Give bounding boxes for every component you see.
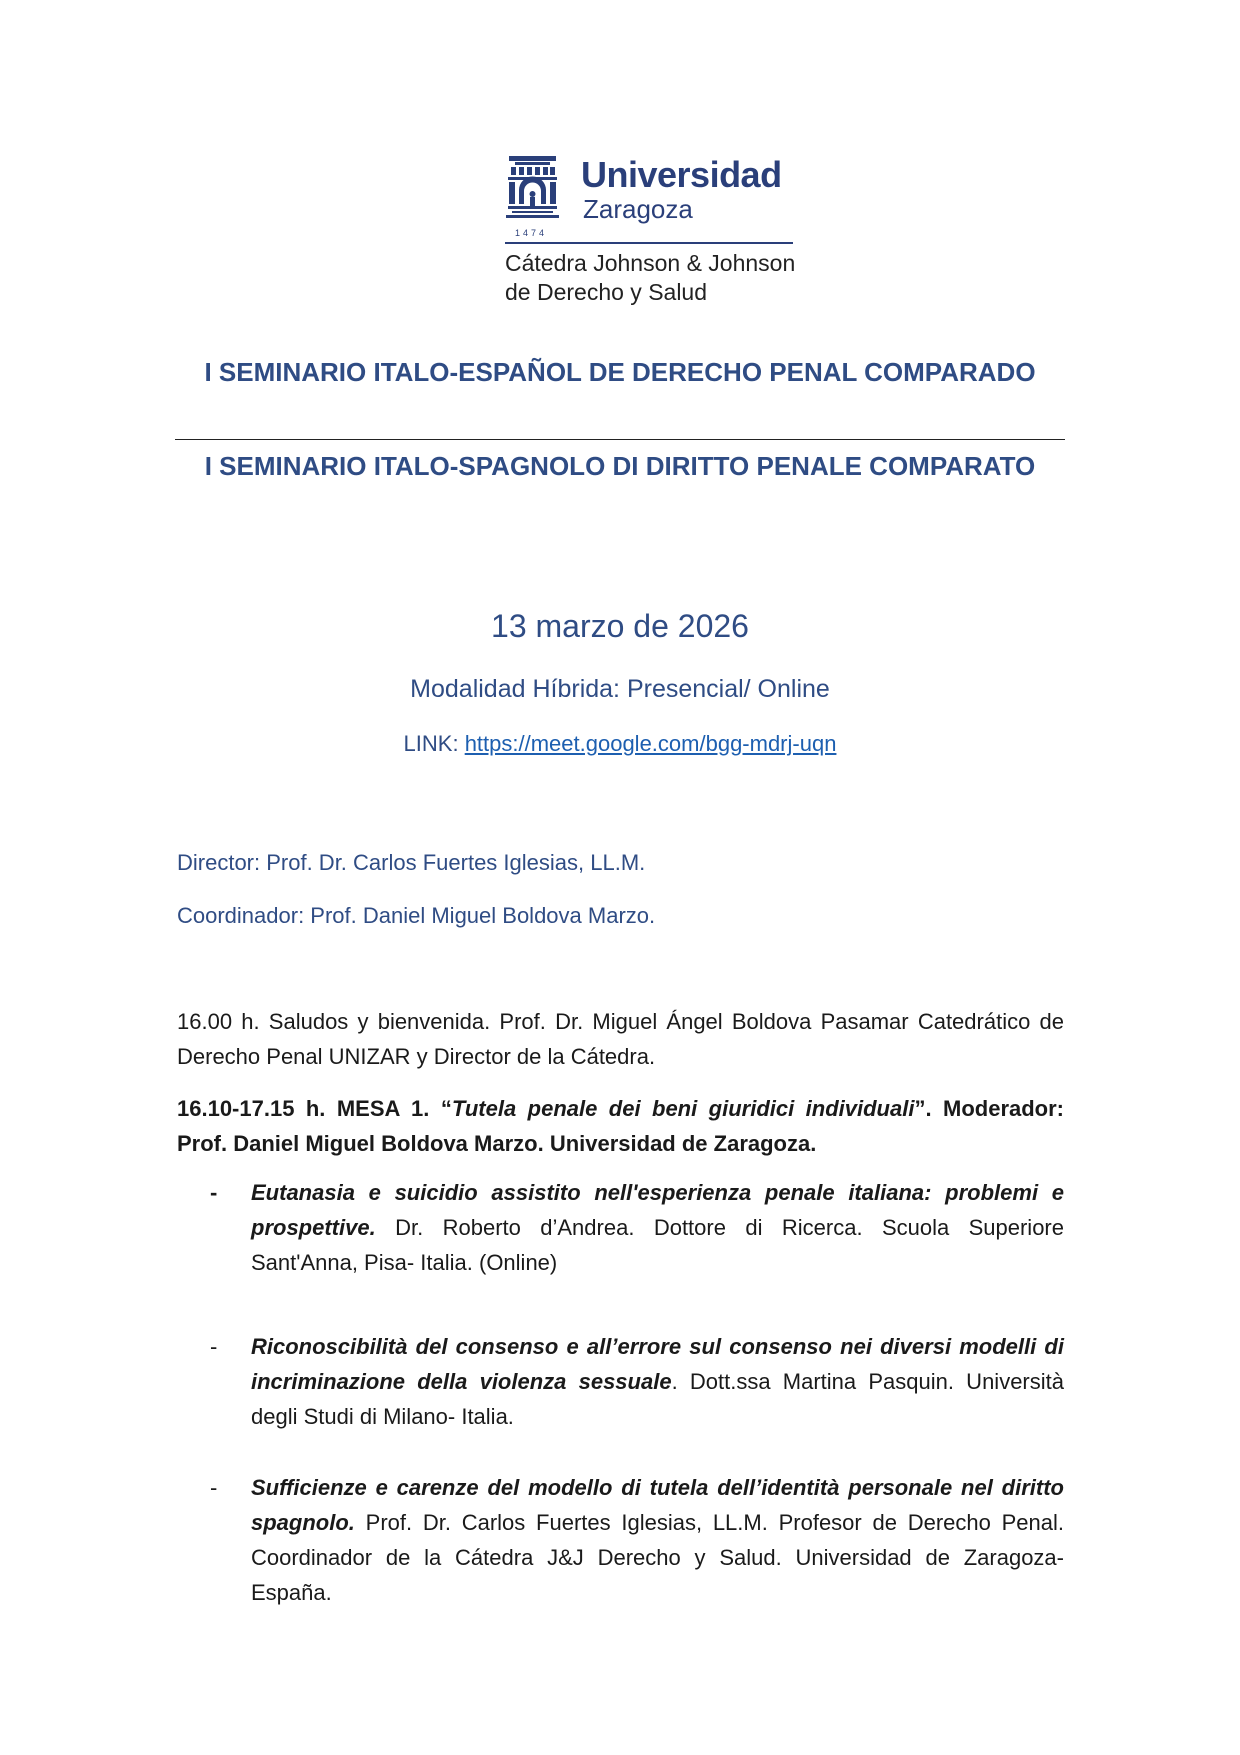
talk-speaker: Prof. Dr. Carlos Fuertes Iglesias, LL.M. Profesor de Derecho Penal. Coordinador de la Cátedra J&J Derecho y Salud. Universidad de Zaragoza- España. bbox=[251, 1510, 1064, 1605]
director-line: Director: Prof. Dr. Carlos Fuertes Iglesias, LL.M. bbox=[177, 850, 646, 875]
founding-year: 1474 bbox=[515, 228, 548, 238]
event-mode: Modalidad Híbrida: Presencial/ Online bbox=[410, 675, 830, 703]
event-link-line bbox=[175, 731, 1065, 757]
seminar-title-spanish: I SEMINARIO ITALO-ESPAÑOL DE DERECHO PENAL COMPARADO bbox=[204, 357, 1036, 387]
talk-speaker: Dr. Roberto d’Andrea. Dottore di Ricerca. Scuola Superiore Sant'Anna, Pisa- Italia. (Online) bbox=[251, 1215, 1064, 1275]
event-date: 13 marzo de 2026 bbox=[491, 608, 749, 644]
mesa-heading bbox=[177, 1091, 1064, 1161]
logo-divider bbox=[505, 242, 793, 244]
talk-title: Eutanasia e suicidio assistito nell'esperienza penale italiana: problemi e prospettive. bbox=[251, 1180, 1064, 1240]
mesa-title: Tutela penale dei beni giuridici individuali bbox=[451, 1096, 915, 1121]
talk-speaker: . Dott.ssa Martina Pasquin. Università degli Studi di Milano- Italia. bbox=[251, 1369, 1064, 1429]
university-city: Zaragoza bbox=[583, 194, 693, 224]
university-emblem-icon bbox=[505, 156, 560, 230]
list-dash: - bbox=[210, 1475, 218, 1500]
list-item-body bbox=[251, 1470, 1064, 1610]
chair-name-line2: de Derecho y Salud bbox=[505, 279, 708, 305]
chair-name-line1: Cátedra Johnson & Johnson bbox=[505, 250, 796, 276]
coordinator-line: Coordinador: Prof. Daniel Miguel Boldova Marzo. bbox=[177, 903, 656, 928]
link-label: LINK: bbox=[403, 731, 465, 756]
university-logo bbox=[505, 150, 796, 305]
meeting-link[interactable]: https://meet.google.com/bgg-mdrj-uqn bbox=[464, 731, 837, 756]
university-name: Universidad bbox=[581, 154, 782, 195]
seminar-title-italian: I SEMINARIO ITALO-SPAGNOLO DI DIRITTO PENALE COMPARATO bbox=[204, 451, 1036, 481]
list-dash: - bbox=[210, 1334, 218, 1359]
list-item-body bbox=[251, 1175, 1064, 1280]
list-item-body bbox=[251, 1329, 1064, 1434]
mesa-suffix: ”. Moderador: Prof. Daniel Miguel Boldova Marzo. Universidad de Zaragoza. bbox=[177, 1096, 1064, 1156]
talk-title: Sufficienze e carenze del modello di tutela dell’identità personale nel diritto spagnolo. bbox=[251, 1475, 1064, 1535]
list-dash: - bbox=[210, 1180, 218, 1205]
welcome-paragraph: 16.00 h. Saludos y bienvenida. Prof. Dr. Miguel Ángel Boldova Pasamar Catedrático de Derecho Penal UNIZAR y Director de la Cátedra. bbox=[177, 1009, 1064, 1069]
mesa-prefix: 16.10-17.15 h. MESA 1. “ bbox=[177, 1096, 452, 1121]
talk-title: Riconoscibilità del consenso e all’errore sul consenso nei diversi modelli di incriminazione della violenza sessuale bbox=[251, 1334, 1064, 1394]
title-divider bbox=[175, 439, 1065, 440]
